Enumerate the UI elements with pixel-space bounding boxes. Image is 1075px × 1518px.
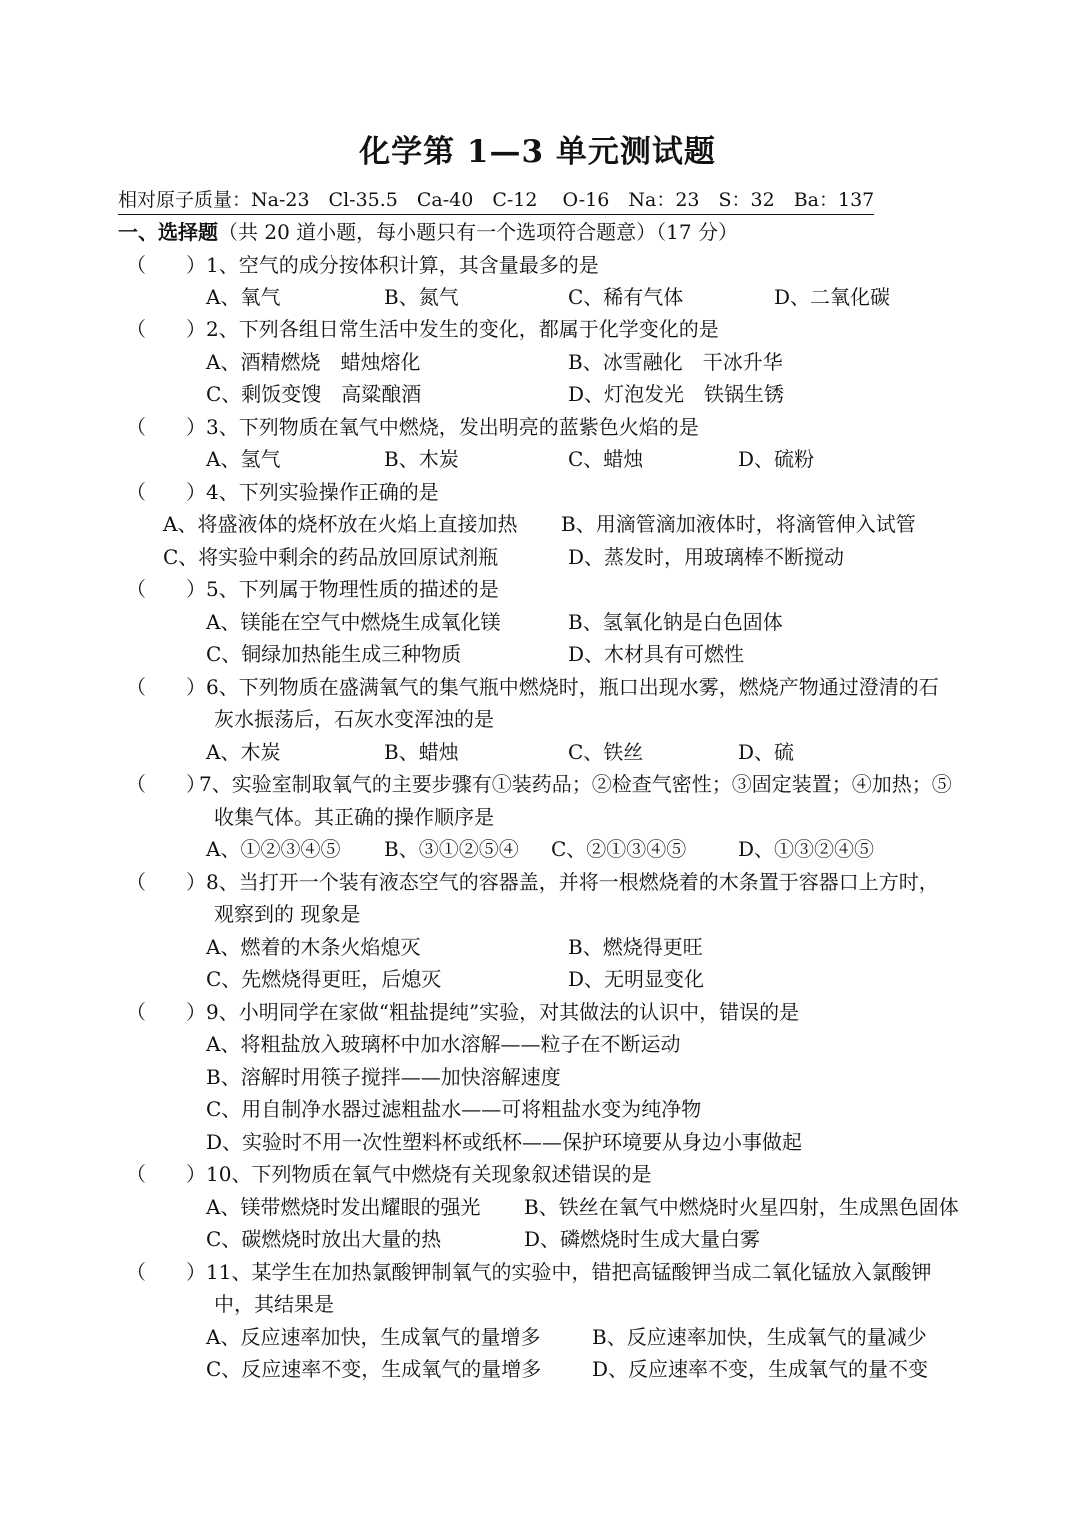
question-stem-continued: 中，其结果是 (214, 1292, 334, 1316)
option-a: A、将盛液体的烧杯放在火焰上直接加热 (163, 512, 518, 536)
option-a: A、氧气 (206, 285, 281, 309)
option-d: D、木材具有可燃性 (568, 642, 745, 666)
option-a: A、反应速率加快，生成氧气的量增多 (206, 1325, 541, 1349)
option-a: A、木炭 (206, 740, 281, 764)
option-d: D、无明显变化 (568, 967, 705, 991)
option-c: C、碳燃烧时放出大量的热 (206, 1227, 442, 1251)
option-d: D、二氧化碳 (774, 285, 891, 309)
answer-blank[interactable]: （ ） (126, 675, 206, 699)
option-a: A、氢气 (206, 447, 281, 471)
question-stem: 11、某学生在加热氯酸钾制氧气的实验中，错把高锰酸钾当成二氧化锰放入氯酸钾 (206, 1260, 932, 1284)
question-stem: 1、空气的成分按体积计算，其含量最多的是 (206, 253, 599, 277)
option-b: B、溶解时用筷子搅拌——加快溶解速度 (206, 1065, 561, 1089)
section-note: （共 20 道小题，每小题只有一个选项符合题意）（17 分） (218, 220, 738, 244)
option-a: A、①②③④⑤ (206, 837, 341, 861)
answer-blank[interactable]: （ ） (126, 253, 206, 277)
question-stem: 2、下列各组日常生活中发生的变化，都属于化学变化的是 (206, 317, 719, 341)
option-c: C、将实验中剩余的药品放回原试剂瓶 (163, 545, 499, 569)
option-c: C、②①③④⑤ (551, 837, 687, 861)
option-a: A、燃着的木条火焰熄灭 (206, 935, 421, 959)
option-b: B、铁丝在氧气中燃烧时火星四射，生成黑色固体 (524, 1195, 959, 1219)
option-d: D、实验时不用一次性塑料杯或纸杯——保护环境要从身边小事做起 (206, 1130, 803, 1154)
option-c: C、用自制净水器过滤粗盐水——可将粗盐水变为纯净物 (206, 1097, 702, 1121)
question-stem-continued: 灰水振荡后，石灰水变浑浊的是 (214, 707, 494, 731)
question-stem: 8、当打开一个装有液态空气的容器盖，并将一根燃烧着的木条置于容器口上方时， (206, 870, 939, 894)
option-a: A、酒精燃烧 蜡烛熔化 (206, 350, 421, 374)
option-b: B、氢氧化钠是白色固体 (568, 610, 783, 634)
question-stem: 3、下列物质在氧气中燃烧，发出明亮的蓝紫色火焰的是 (206, 415, 699, 439)
option-d: D、①③②④⑤ (738, 837, 875, 861)
section-header (118, 218, 738, 246)
option-a: A、镁能在空气中燃烧生成氧化镁 (206, 610, 501, 634)
question-stem-continued: 收集气体。其正确的操作顺序是 (214, 805, 494, 829)
answer-blank[interactable]: （ ） (126, 1260, 206, 1284)
option-d: D、灯泡发光 铁锅生锈 (568, 382, 785, 406)
question-stem: 7、实验室制取氧气的主要步骤有①装药品；②检查气密性；③固定装置；④加热；⑤ (199, 772, 952, 796)
option-d: D、硫粉 (738, 447, 815, 471)
option-a: A、镁带燃烧时发出耀眼的强光 (206, 1195, 481, 1219)
option-c: C、反应速率不变，生成氧气的量增多 (206, 1357, 542, 1381)
question-stem: 5、下列属于物理性质的描述的是 (206, 577, 499, 601)
option-c: C、铁丝 (568, 740, 644, 764)
relative-atomic-mass: 相对原子质量：Na-23 Cl-35.5 Ca-40 C-12 O-16 Na：23 S：32 Ba：137 (118, 186, 874, 215)
question-stem-continued: 观察到的 现象是 (214, 902, 361, 926)
option-d: D、蒸发时，用玻璃棒不断搅动 (568, 545, 845, 569)
option-d: D、反应速率不变，生成氧气的量不变 (592, 1357, 929, 1381)
answer-blank[interactable]: （ ） (126, 772, 206, 796)
question-stem: 4、下列实验操作正确的是 (206, 480, 439, 504)
option-b: B、③①②⑤④ (384, 837, 519, 861)
option-d: D、磷燃烧时生成大量白雾 (524, 1227, 761, 1251)
option-c: C、稀有气体 (568, 285, 684, 309)
answer-blank[interactable]: （ ） (126, 415, 206, 439)
answer-blank[interactable]: （ ） (126, 1000, 206, 1024)
option-b: B、燃烧得更旺 (568, 935, 703, 959)
option-c: C、剩饭变馊 高粱酿酒 (206, 382, 422, 406)
option-b: B、蜡烛 (384, 740, 459, 764)
option-c: C、蜡烛 (568, 447, 644, 471)
page-title: 化学第 1—3 单元测试题 (359, 134, 716, 170)
option-b: B、氮气 (384, 285, 459, 309)
answer-blank[interactable]: （ ） (126, 870, 206, 894)
question-stem: 10、下列物质在氧气中燃烧有关现象叙述错误的是 (206, 1162, 652, 1186)
option-c: C、铜绿加热能生成三种物质 (206, 642, 462, 666)
option-d: D、硫 (738, 740, 795, 764)
option-b: B、反应速率加快，生成氧气的量减少 (592, 1325, 927, 1349)
answer-blank[interactable]: （ ） (126, 480, 206, 504)
option-b: B、木炭 (384, 447, 459, 471)
answer-blank[interactable]: （ ） (126, 317, 206, 341)
section-title: 一、选择题 (118, 220, 218, 244)
question-stem: 6、下列物质在盛满氧气的集气瓶中燃烧时，瓶口出现水雾，燃烧产物通过澄清的石 (206, 675, 939, 699)
option-c: C、先燃烧得更旺，后熄灭 (206, 967, 442, 991)
option-b: B、冰雪融化 干冰升华 (568, 350, 783, 374)
option-a: A、将粗盐放入玻璃杯中加水溶解——粒子在不断运动 (206, 1032, 681, 1056)
answer-blank[interactable]: （ ） (126, 577, 206, 601)
answer-blank[interactable]: （ ） (126, 1162, 206, 1186)
question-stem: 9、小明同学在家做“粗盐提纯”实验，对其做法的认识中，错误的是 (206, 1000, 800, 1024)
option-b: B、用滴管滴加液体时，将滴管伸入试管 (561, 512, 916, 536)
